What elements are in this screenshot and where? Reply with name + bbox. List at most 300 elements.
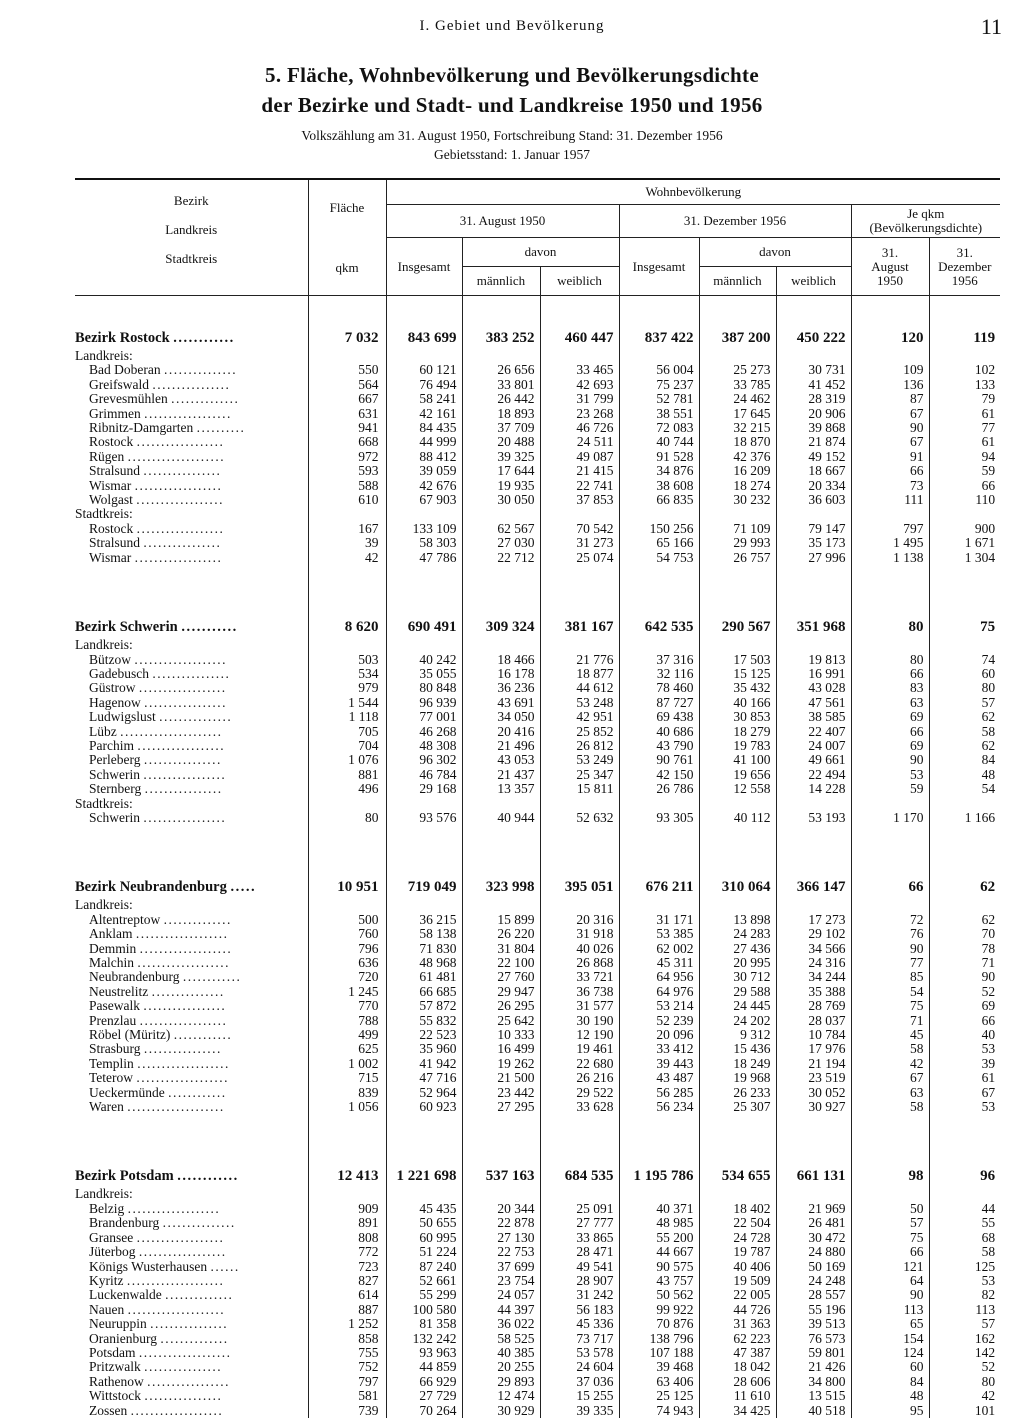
density-1956-cell: 40 [929,1028,1000,1042]
density-1950-cell: 136 [851,378,929,392]
female-1950-cell: 39 335 [540,1404,619,1418]
male-1950-cell: 58 525 [462,1332,540,1346]
total-1950-cell: 52 661 [386,1274,462,1288]
total-1950-cell: 66 685 [386,985,462,999]
row-name: Altentreptow [89,912,161,927]
spacer-cell [462,296,540,328]
leader-dots: .................... [126,1273,225,1288]
spacer-cell [540,1134,619,1165]
spacer-cell [75,296,308,328]
total-1956-cell [619,1187,699,1201]
total-1956-cell: 20 096 [619,1028,699,1042]
area-cell: 755 [308,1346,386,1360]
total-1950-header: Insgesamt [386,238,462,296]
total-1950-cell: 47 786 [386,551,462,565]
kreis-name-cell [75,1274,308,1288]
spacer-cell [776,1114,851,1134]
area-header-unit: qkm [335,259,359,275]
male-1956-cell: 18 279 [699,725,776,739]
total-1950-cell: 52 964 [386,1086,462,1100]
leader-dots: ................ [152,666,231,681]
leader-dots: ................... [134,652,227,667]
total-1956-cell: 38 551 [619,407,699,421]
female-1956-cell: 21 426 [776,1360,851,1374]
male-1956-header: männlich [699,267,776,296]
total-1950-cell [386,898,462,912]
total-1956-cell: 70 876 [619,1317,699,1331]
female-1956-cell [776,797,851,811]
male-1956-cell: 29 993 [699,536,776,550]
area-cell [308,638,386,652]
female-1950-cell: 56 183 [540,1303,619,1317]
total-1956-cell: 43 487 [619,1071,699,1085]
female-1956-cell: 30 927 [776,1100,851,1114]
density-1956-cell: 90 [929,970,1000,984]
male-1956-cell: 26 233 [699,1086,776,1100]
total-1956-cell [619,349,699,363]
total-1956-cell: 40 686 [619,725,699,739]
table-row [75,1332,1000,1346]
table-row [75,493,1000,507]
table-row [75,1303,1000,1317]
density-1950-cell: 1 138 [851,551,929,565]
kreis-name-cell [75,1216,308,1230]
kreis-name-cell [75,725,308,739]
female-1956-cell: 22 407 [776,725,851,739]
area-cell: 723 [308,1260,386,1274]
total-1956-cell: 32 116 [619,667,699,681]
female-1956-cell: 20 334 [776,479,851,493]
area-cell: 1 245 [308,985,386,999]
male-1950-cell: 25 642 [462,1014,540,1028]
total-1956-cell: 45 311 [619,956,699,970]
area-cell: 7 032 [308,327,386,349]
leader-dots: ................... [137,1056,230,1071]
density-1956-cell: 125 [929,1260,1000,1274]
row-name: Wittstock [89,1389,141,1404]
row-name: Lübz [89,724,117,739]
kreis-name-cell [75,464,308,478]
stub-header-bezirk: Bezirk [173,193,209,208]
spacer-cell [851,565,929,585]
total-1956-cell: 72 083 [619,421,699,435]
spacer-cell [540,845,619,876]
density-1956-cell: 78 [929,942,1000,956]
area-cell: 80 [308,811,386,825]
area-cell: 796 [308,942,386,956]
male-1956-cell: 16 209 [699,464,776,478]
female-1956-cell: 47 561 [776,696,851,710]
area-cell: 881 [308,768,386,782]
density-1956-cell: 102 [929,363,1000,377]
spacer-cell [776,845,851,876]
male-1956-cell: 40 112 [699,811,776,825]
male-1950-cell: 27 030 [462,536,540,550]
female-1950-cell: 25 074 [540,551,619,565]
female-1950-cell: 21 415 [540,464,619,478]
density-1956-cell: 62 [929,876,1000,898]
male-1950-cell: 10 333 [462,1028,540,1042]
row-name: Bezirk Potsdam [75,1168,174,1185]
female-1956-cell: 27 996 [776,551,851,565]
table-row [75,536,1000,550]
kreis-name-cell [75,450,308,464]
leader-dots: ............ [177,1168,239,1185]
female-1956-cell: 18 667 [776,464,851,478]
female-1956-cell: 22 494 [776,768,851,782]
leader-dots: ............ [168,1085,227,1100]
density-1956-cell: 77 [929,421,1000,435]
density-1956-cell: 133 [929,378,1000,392]
density-1950-cell: 67 [851,1071,929,1085]
male-1956-cell: 27 436 [699,942,776,956]
male-1950-cell: 21 496 [462,739,540,753]
kreis-name-cell [75,551,308,565]
density-1950-cell: 71 [851,1014,929,1028]
total-1950-cell: 67 903 [386,493,462,507]
kreis-name-cell [75,1042,308,1056]
area-cell: 610 [308,493,386,507]
male-1950-cell: 20 416 [462,725,540,739]
male-1950-cell: 30 929 [462,1404,540,1418]
kreis-name-cell [75,667,308,681]
spacer-cell [540,585,619,616]
density-1950-cell: 63 [851,1086,929,1100]
density-1950-cell: 69 [851,739,929,753]
density-1956-cell: 57 [929,696,1000,710]
table-row [75,1245,1000,1259]
area-cell: 827 [308,1274,386,1288]
spacer-cell [619,296,699,328]
total-1950-cell: 690 491 [386,616,462,638]
density-1956-cell: 42 [929,1389,1000,1403]
female-1956-cell: 50 169 [776,1260,851,1274]
density-1950-cell: 66 [851,876,929,898]
total-1956-cell [619,797,699,811]
male-1956-cell: 34 425 [699,1404,776,1418]
female-1950-cell: 53 248 [540,696,619,710]
kreis-name-cell [75,681,308,695]
row-name: Schwerin [89,767,140,782]
area-cell: 503 [308,653,386,667]
total-1956-cell: 99 922 [619,1303,699,1317]
area-header [308,179,386,296]
row-name: Pasewalk [89,999,140,1014]
density-1950-cell [851,1187,929,1201]
area-cell: 10 951 [308,876,386,898]
male-1956-cell [699,1187,776,1201]
kreis-name-cell [75,1260,308,1274]
group-label-row [75,898,1000,912]
female-1956-cell: 20 906 [776,407,851,421]
male-1950-cell [462,1187,540,1201]
row-name: Güstrow [89,681,136,696]
area-cell: 593 [308,464,386,478]
kreis-name-cell [75,1360,308,1374]
male-1956-cell: 18 274 [699,479,776,493]
male-1950-cell: 33 801 [462,378,540,392]
kreis-name-cell [75,1303,308,1317]
total-1956-cell: 52 239 [619,1014,699,1028]
density-1950-cell: 66 [851,464,929,478]
female-1950-cell [540,349,619,363]
male-1956-cell [699,898,776,912]
density-1950-year: 1950 [877,272,903,288]
male-1956-cell [699,638,776,652]
density-1950-cell: 90 [851,942,929,956]
table-row [75,479,1000,493]
density-1950-cell: 60 [851,1360,929,1374]
row-name: Stadtkreis: [75,796,133,811]
leader-dots: ..... [230,879,257,896]
spacer-cell [308,565,386,585]
density-1950-cell: 63 [851,696,929,710]
female-1956-cell: 34 800 [776,1375,851,1389]
kreis-name-cell [75,1071,308,1085]
total-1950-cell: 44 859 [386,1360,462,1374]
group-label-cell [75,1187,308,1201]
male-1956-cell: 9 312 [699,1028,776,1042]
section-title: I. Gebiet und Bevölkerung [419,18,605,34]
density-1956-cell: 48 [929,768,1000,782]
male-1950-cell: 37 709 [462,421,540,435]
row-name: Schwerin [89,810,140,825]
leader-dots: .............. [163,912,232,927]
table-row [75,1202,1000,1216]
total-1950-cell: 35 960 [386,1042,462,1056]
row-name: Königs Wusterhausen [89,1259,208,1274]
total-1950-cell: 46 268 [386,725,462,739]
kreis-name-cell [75,696,308,710]
spacer-row [75,825,1000,845]
female-1950-cell: 26 868 [540,956,619,970]
female-1950-cell: 53 578 [540,1346,619,1360]
male-1950-cell: 31 804 [462,942,540,956]
density-1956-cell: 1 304 [929,551,1000,565]
leader-dots: ................ [144,1389,223,1404]
density-1950-cell: 90 [851,753,929,767]
kreis-name-cell [75,1375,308,1389]
table-row [75,667,1000,681]
leader-dots: .................. [134,550,223,565]
leader-dots: ................ [144,1360,223,1375]
row-name: Perleberg [89,753,141,768]
running-head [0,14,1024,38]
female-1956-cell [776,507,851,521]
female-1950-cell [540,898,619,912]
row-name: Greifswald [89,377,149,392]
male-1950-cell: 537 163 [462,1165,540,1187]
row-name: Potsdam [89,1345,136,1360]
female-1956-cell: 26 481 [776,1216,851,1230]
row-name: Ueckermünde [89,1085,165,1100]
total-1950-cell: 57 872 [386,999,462,1013]
male-1950-cell: 29 893 [462,1375,540,1389]
row-name: Rostock [89,521,134,536]
kreis-name-cell [75,1028,308,1042]
total-1950-cell: 66 929 [386,1375,462,1389]
group-label-row [75,638,1000,652]
total-1950-cell: 44 999 [386,435,462,449]
density-1950-cell: 66 [851,725,929,739]
area-cell: 797 [308,1375,386,1389]
table-row [75,956,1000,970]
row-name: Stadtkreis: [75,507,133,522]
density-header [851,205,1000,238]
total-1950-cell: 1 221 698 [386,1165,462,1187]
total-1950-cell: 48 968 [386,956,462,970]
spacer-cell [851,296,929,328]
male-1956-cell: 47 387 [699,1346,776,1360]
density-1950-cell: 67 [851,435,929,449]
kreis-name-cell [75,1245,308,1259]
area-cell: 550 [308,363,386,377]
area-cell: 1 118 [308,710,386,724]
row-name: Templin [89,1056,134,1071]
density-1956-cell: 62 [929,739,1000,753]
table-row [75,464,1000,478]
row-name: Stralsund [89,536,141,551]
leader-dots: .............. [165,1288,234,1303]
spacer-cell [386,565,462,585]
density-1956-cell: 53 [929,1274,1000,1288]
area-cell: 909 [308,1202,386,1216]
female-1956-cell: 24 880 [776,1245,851,1259]
male-1956-cell: 534 655 [699,1165,776,1187]
density-1956-cell: 57 [929,1317,1000,1331]
female-1950-cell: 53 249 [540,753,619,767]
male-1950-cell: 19 262 [462,1057,540,1071]
female-1956-cell: 39 513 [776,1317,851,1331]
bezirk-name-cell [75,327,308,349]
area-cell: 1 002 [308,1057,386,1071]
male-1950-cell: 26 220 [462,927,540,941]
male-1950-cell: 39 325 [462,450,540,464]
total-1950-cell: 42 161 [386,407,462,421]
leader-dots: ................ [143,464,222,479]
density-1956-cell: 54 [929,782,1000,796]
area-cell: 614 [308,1288,386,1302]
area-cell: 167 [308,522,386,536]
bezirk-name-cell [75,1165,308,1187]
female-1950-cell: 31 273 [540,536,619,550]
density-1956-cell: 61 [929,435,1000,449]
area-header-label: Fläche [329,199,365,215]
leader-dots: ................... [127,1201,221,1216]
male-1956-cell: 33 785 [699,378,776,392]
female-1956-cell [776,898,851,912]
density-1956-cell: 82 [929,1288,1000,1302]
density-1956-cell: 53 [929,1042,1000,1056]
density-1956-cell: 113 [929,1303,1000,1317]
table-row [75,710,1000,724]
male-1956-cell: 35 432 [699,681,776,695]
area-cell: 705 [308,725,386,739]
area-cell: 1 544 [308,696,386,710]
female-1950-cell: 22 741 [540,479,619,493]
density-1950-cell: 77 [851,956,929,970]
area-cell: 499 [308,1028,386,1042]
density-1950-cell: 83 [851,681,929,695]
kreis-name-cell [75,710,308,724]
male-1950-cell: 12 474 [462,1389,540,1403]
female-1956-cell: 661 131 [776,1165,851,1187]
total-1956-cell: 44 667 [619,1245,699,1259]
leader-dots: .................. [137,738,226,753]
row-name: Zossen [89,1403,128,1418]
kreis-name-cell [75,1086,308,1100]
male-1956-cell: 31 363 [699,1317,776,1331]
total-1950-cell [386,797,462,811]
total-1950-cell: 42 676 [386,479,462,493]
female-1950-cell: 25 347 [540,768,619,782]
kreis-name-cell [75,479,308,493]
density-1956-cell: 1 671 [929,536,1000,550]
total-1956-cell: 64 976 [619,985,699,999]
spacer-cell [929,825,1000,845]
male-1956-cell: 24 202 [699,1014,776,1028]
area-cell: 858 [308,1332,386,1346]
total-1950-cell: 132 242 [386,1332,462,1346]
total-1956-cell: 91 528 [619,450,699,464]
density-1950-cell: 111 [851,493,929,507]
female-1956-cell: 76 573 [776,1332,851,1346]
total-1950-cell: 93 963 [386,1346,462,1360]
spacer-cell [75,825,308,845]
total-1950-cell: 80 848 [386,681,462,695]
bezirk-name-cell [75,616,308,638]
total-1956-cell [619,898,699,912]
male-1950-cell: 30 050 [462,493,540,507]
density-1956-cell [929,898,1000,912]
female-1950-cell [540,507,619,521]
row-name: Ribnitz-Damgarten [89,421,194,436]
row-name: Waren [89,1100,124,1115]
male-1950-cell: 44 397 [462,1303,540,1317]
female-1956-cell: 36 603 [776,493,851,507]
row-name: Bezirk Rostock [75,330,170,346]
female-1950-cell: 31 799 [540,392,619,406]
total-1956-cell: 43 790 [619,739,699,753]
row-name: Landkreis: [75,349,133,363]
density-1950-cell: 85 [851,970,929,984]
total-1956-cell [619,507,699,521]
census-1950-header: 31. August 1950 [386,205,619,238]
density-header-label: (Bevölkerungsdichte) [869,220,983,235]
spacer-cell [699,565,776,585]
total-1956-cell: 69 438 [619,710,699,724]
density-1956-cell [929,638,1000,652]
male-1956-cell: 62 223 [699,1332,776,1346]
female-1950-cell: 20 316 [540,913,619,927]
table-row [75,1057,1000,1071]
female-1950-cell: 31 577 [540,999,619,1013]
male-1950-cell: 27 295 [462,1100,540,1114]
stub-header-stadtkreis: Stadtkreis [165,251,218,266]
leader-dots: .............. [171,392,240,407]
female-1956-cell: 450 222 [776,327,851,349]
density-1956-cell: 119 [929,327,1000,349]
spacer-cell [75,565,308,585]
density-1950-cell: 87 [851,392,929,406]
male-1956-cell: 26 757 [699,551,776,565]
male-1956-cell: 13 898 [699,913,776,927]
male-1956-cell: 71 109 [699,522,776,536]
leader-dots: ................ [143,753,222,768]
total-1950-cell: 48 308 [386,739,462,753]
davon-1950-header: davon [462,238,619,267]
male-1950-cell: 26 656 [462,363,540,377]
